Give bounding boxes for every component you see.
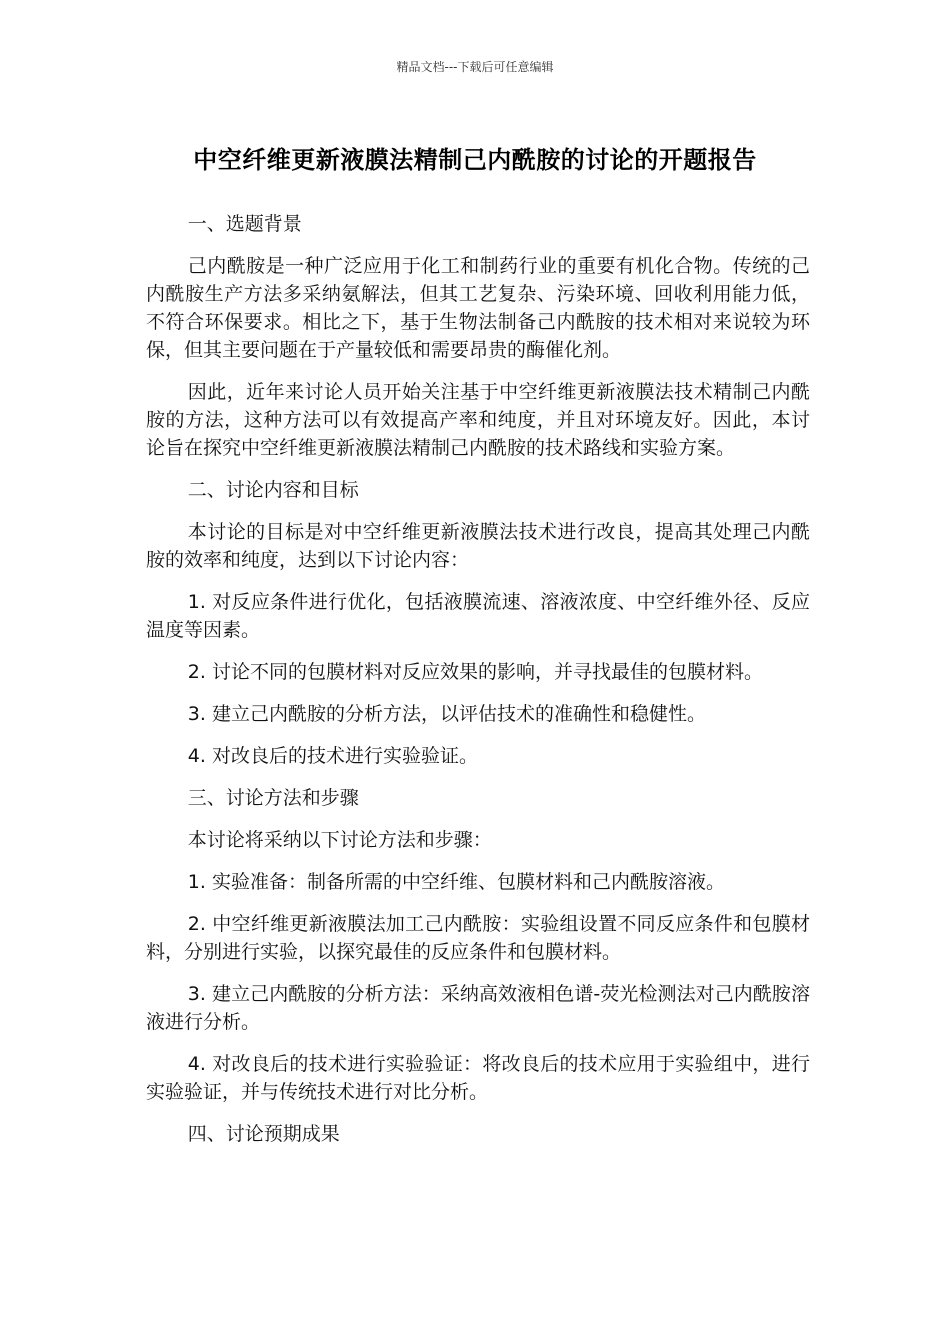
paragraph-goals-intro: 本讨论的目标是对中空纤维更新液膜法技术进行改良，提高其处理己内酰胺的效率和纯度，达到以下讨论内容： [146, 521, 810, 571]
list-item-goal-2: 2. 讨论不同的包膜材料对反应效果的影响，并寻找最佳的包膜材料。 [187, 661, 763, 683]
section-heading-content-goals: 二、讨论内容和目标 [187, 479, 359, 501]
paragraph-background-2: 因此，近年来讨论人员开始关注基于中空纤维更新液膜法技术精制己内酰胺的方法，这种方法可以有效提高产率和纯度，并且对环境友好。因此，本讨论旨在探究中空纤维更新液膜法精制己内酰胺的技术路线和实验方案。 [146, 381, 810, 459]
list-item-method-2: 2. 中空纤维更新液膜法加工己内酰胺：实验组设置不同反应条件和包膜材料，分别进行实验，以探究最佳的反应条件和包膜材料。 [146, 913, 810, 963]
section-heading-expected-results: 四、讨论预期成果 [187, 1123, 340, 1145]
section-heading-background: 一、选题背景 [187, 213, 302, 235]
list-item-method-4: 4. 对改良后的技术进行实验验证：将改良后的技术应用于实验组中，进行实验验证，并与传统技术进行对比分析。 [146, 1053, 810, 1103]
page-header-note: 精品文档---下载后可任意编辑 [396, 60, 554, 74]
paragraph-methods-intro: 本讨论将采纳以下讨论方法和步骤： [187, 829, 492, 851]
list-item-goal-4: 4. 对改良后的技术进行实验验证。 [187, 745, 478, 767]
list-item-goal-3: 3. 建立己内酰胺的分析方法，以评估技术的准确性和稳健性。 [187, 703, 706, 725]
list-item-method-3: 3. 建立己内酰胺的分析方法：采纳高效液相色谱-荧光检测法对己内酰胺溶液进行分析。 [146, 983, 810, 1033]
document-title: 中空纤维更新液膜法精制己内酰胺的讨论的开题报告 [193, 146, 757, 174]
paragraph-background-1: 己内酰胺是一种广泛应用于化工和制药行业的重要有机化合物。传统的己内酰胺生产方法多采纳氨解法，但其工艺复杂、污染环境、回收利用能力低，不符合环保要求。相比之下，基于生物法制备己内酰胺的技术相对来说较为环保，但其主要问题在于产量较低和需要昂贵的酶催化剂。 [146, 255, 810, 361]
document-body [146, 210, 810, 1162]
list-item-method-1: 1. 实验准备：制备所需的中空纤维、包膜材料和己内酰胺溶液。 [187, 871, 725, 893]
section-heading-methods: 三、讨论方法和步骤 [187, 787, 359, 809]
list-item-goal-1: 1. 对反应条件进行优化，包括液膜流速、溶液浓度、中空纤维外径、反应温度等因素。 [146, 591, 810, 641]
